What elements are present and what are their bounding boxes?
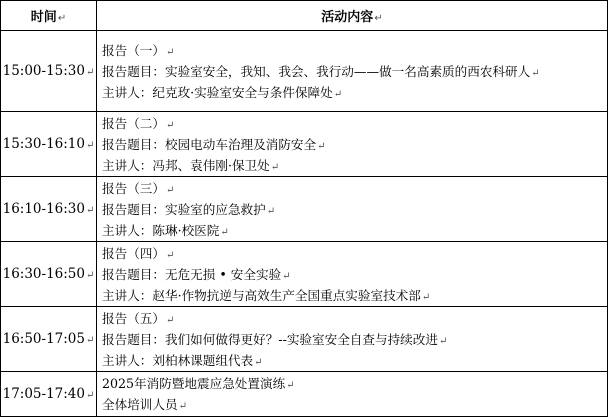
paragraph-mark-icon: ↵	[85, 390, 95, 401]
report-title: 报告题目：实验室的应急救护↵	[102, 201, 276, 217]
report-number: 报告（一）↵	[102, 42, 175, 58]
table-row	[1, 307, 608, 372]
time-cell: 16:50-17:05↵	[1, 307, 97, 372]
time-cell: 16:30-16:50↵	[1, 242, 97, 307]
paragraph-mark-icon: ↵	[165, 46, 175, 58]
time-cell: 17:05-17:40↵	[1, 372, 97, 417]
report-title: 报告题目：无危无损 • 安全实验↵	[102, 266, 291, 282]
table-row	[1, 177, 608, 242]
paragraph-mark-icon: ↵	[220, 226, 229, 238]
table-row	[1, 242, 608, 307]
time-cell: 15:00-15:30↵	[1, 31, 97, 112]
report-speaker: 主讲人：冯邦、袁伟刚·保卫处↵	[102, 157, 280, 173]
report-speaker: 主讲人：赵华·作物抗逆与高效生产全国重点实验室技术部↵	[102, 287, 431, 303]
paragraph-mark-icon: ↵	[266, 205, 276, 217]
content-cell	[97, 242, 608, 307]
report-number: 报告（五）↵	[102, 310, 175, 326]
report-speaker: 主讲人：刘柏林课题组代表↵	[102, 352, 263, 368]
paragraph-mark-icon: ↵	[165, 119, 175, 131]
paragraph-mark-icon: ↵	[333, 88, 343, 100]
report-number: 报告（四）↵	[102, 245, 175, 261]
time-cell: 15:30-16:10↵	[1, 112, 97, 177]
paragraph-mark-icon: ↵	[531, 67, 540, 79]
report-title: 报告题目：实验室安全，我知、我会、我行动——做一名高素质的西农科研人↵	[102, 63, 540, 79]
paragraph-mark-icon: ↵	[421, 291, 431, 303]
paragraph-mark-icon: ↵	[178, 401, 187, 412]
content-cell	[97, 307, 608, 372]
report-speaker: 主讲人：陈琳·校医院↵	[102, 222, 229, 238]
time-cell: 16:10-16:30↵	[1, 177, 97, 242]
paragraph-mark-icon: ↵	[85, 140, 95, 151]
report-speaker: 主讲人：纪克玫·实验室安全与条件保障处↵	[102, 84, 343, 100]
report-title: 报告题目：校园电动车治理及消防安全↵	[102, 136, 326, 152]
paragraph-mark-icon: ↵	[85, 270, 95, 281]
table-row	[1, 31, 608, 112]
paragraph-mark-icon: ↵	[165, 314, 175, 326]
paragraph-mark-icon: ↵	[286, 380, 295, 391]
header-time: 时间↵	[1, 1, 97, 31]
paragraph-mark-icon: ↵	[282, 270, 291, 282]
paragraph-mark-icon: ↵	[254, 356, 263, 368]
header-content: 活动内容↵	[97, 1, 608, 31]
drill-title: 2025年消防暨地震应急处置演练↵	[102, 376, 295, 391]
report-number: 报告（二）↵	[102, 115, 175, 131]
paragraph-mark-icon: ↵	[165, 184, 175, 196]
paragraph-mark-icon: ↵	[57, 13, 67, 24]
report-title: 报告题目：我们如何做得更好？--实验室安全自查与持续改进↵	[102, 331, 448, 347]
report-number: 报告（三）↵	[102, 180, 175, 196]
table-row	[1, 112, 608, 177]
paragraph-mark-icon: ↵	[317, 140, 326, 152]
paragraph-mark-icon: ↵	[374, 13, 383, 24]
paragraph-mark-icon: ↵	[85, 205, 95, 216]
content-cell	[97, 177, 608, 242]
paragraph-mark-icon: ↵	[438, 335, 448, 347]
content-cell	[97, 372, 608, 417]
paragraph-mark-icon: ↵	[165, 249, 175, 261]
content-cell	[97, 31, 608, 112]
paragraph-mark-icon: ↵	[85, 67, 95, 78]
table-row	[1, 372, 608, 417]
content-cell	[97, 112, 608, 177]
paragraph-mark-icon: ↵	[270, 161, 280, 173]
table-header-row	[1, 1, 608, 31]
paragraph-mark-icon: ↵	[85, 335, 95, 346]
drill-participants: 全体培训人员↵	[102, 397, 187, 412]
